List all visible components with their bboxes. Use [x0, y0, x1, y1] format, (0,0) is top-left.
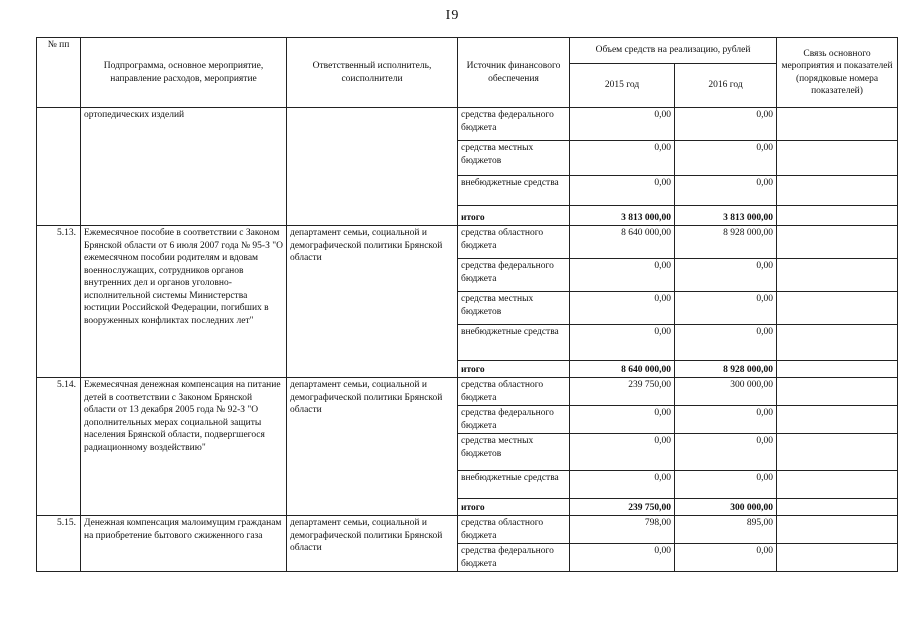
- amount-2016: 895,00: [675, 516, 777, 544]
- amount-2015: 0,00: [570, 108, 675, 141]
- funding-source: итого: [458, 361, 570, 378]
- amount-2016: 0,00: [675, 108, 777, 141]
- item-number: 5.14.: [37, 378, 81, 516]
- amount-2016: 0,00: [675, 176, 777, 206]
- indicator-link-cell: [777, 226, 898, 259]
- amount-2016: 0,00: [675, 259, 777, 292]
- header-year-2016: 2016 год: [675, 64, 777, 108]
- table-row: [37, 378, 898, 406]
- page-number: I9: [445, 8, 460, 23]
- header-volume: Объем средств на реализацию, рублей: [570, 38, 777, 64]
- header-link: Связь основного мероприятия и показателей (порядковые номера показателей): [777, 38, 898, 108]
- amount-2015: 8 640 000,00: [570, 226, 675, 259]
- indicator-link-cell: [777, 176, 898, 206]
- amount-2016: 0,00: [675, 544, 777, 572]
- item-executor: департамент семьи, социальной и демографической политики Брянской области: [287, 226, 458, 378]
- funding-source: средства федерального бюджета: [458, 259, 570, 292]
- item-name: Ежемесячная денежная компенсация на питание детей в соответствии с Законом Брянской области от 13 декабря 2005 года № 92-З "О дополнительных мерах социальной защиты населения Брянской области, подвергшегося радиационному воздействию": [81, 378, 287, 516]
- funding-source: итого: [458, 206, 570, 226]
- amount-2015: 798,00: [570, 516, 675, 544]
- funding-source: внебюджетные средства: [458, 325, 570, 361]
- funding-source: средства областного бюджета: [458, 516, 570, 544]
- item-name: ортопедических изделий: [81, 108, 287, 226]
- table-row: [37, 516, 898, 544]
- header-year-2015: 2015 год: [570, 64, 675, 108]
- item-name: Ежемесячное пособие в соответствии с Законом Брянской области от 6 июля 2007 года № 95-З "О ежемесячном пособии родителям и вдовам военнослужащих, сотрудников органов внутренних дел и органов уголовно-исполнительной системы Министерства юстиции Российской Федерации, погибших в вооруженных конфликтах последних лет": [81, 226, 287, 378]
- indicator-link-cell: [777, 108, 898, 141]
- funding-source: итого: [458, 499, 570, 516]
- funding-source: средства федерального бюджета: [458, 544, 570, 572]
- amount-2015: 8 640 000,00: [570, 361, 675, 378]
- funding-source: средства местных бюджетов: [458, 434, 570, 471]
- indicator-link-cell: [777, 471, 898, 499]
- table-header: [37, 38, 898, 108]
- indicator-link-cell: [777, 434, 898, 471]
- amount-2015: 239 750,00: [570, 378, 675, 406]
- amount-2016: 8 928 000,00: [675, 361, 777, 378]
- amount-2015: 3 813 000,00: [570, 206, 675, 226]
- funding-source: средства федерального бюджета: [458, 406, 570, 434]
- item-executor: департамент семьи, социальной и демографической политики Брянской области: [287, 516, 458, 572]
- amount-2016: 3 813 000,00: [675, 206, 777, 226]
- item-executor: департамент семьи, социальной и демографической политики Брянской области: [287, 378, 458, 516]
- amount-2015: 0,00: [570, 292, 675, 325]
- table-row: [37, 108, 898, 141]
- amount-2015: 0,00: [570, 406, 675, 434]
- header-source: Источник финансового обеспечения: [458, 38, 570, 108]
- amount-2016: 0,00: [675, 325, 777, 361]
- header-executor: Ответственный исполнитель, соисполнители: [287, 38, 458, 108]
- indicator-link-cell: [777, 406, 898, 434]
- indicator-link-cell: [777, 516, 898, 544]
- amount-2016: 0,00: [675, 434, 777, 471]
- item-name: Денежная компенсация малоимущим гражданам на приобретение бытового сжиженного газа: [81, 516, 287, 572]
- amount-2016: 0,00: [675, 406, 777, 434]
- amount-2015: 0,00: [570, 259, 675, 292]
- amount-2015: 0,00: [570, 141, 675, 176]
- header-num: № пп: [37, 38, 81, 108]
- item-executor: [287, 108, 458, 226]
- amount-2016: 300 000,00: [675, 499, 777, 516]
- amount-2016: 300 000,00: [675, 378, 777, 406]
- item-number: 5.13.: [37, 226, 81, 378]
- amount-2015: 0,00: [570, 176, 675, 206]
- amount-2016: 0,00: [675, 141, 777, 176]
- table-body: [37, 108, 898, 572]
- table-row: [37, 226, 898, 259]
- indicator-link-cell: [777, 499, 898, 516]
- funding-source: средства областного бюджета: [458, 226, 570, 259]
- indicator-link-cell: [777, 361, 898, 378]
- amount-2015: 0,00: [570, 471, 675, 499]
- indicator-link-cell: [777, 292, 898, 325]
- amount-2015: 239 750,00: [570, 499, 675, 516]
- amount-2016: 0,00: [675, 292, 777, 325]
- funding-source: средства местных бюджетов: [458, 141, 570, 176]
- indicator-link-cell: [777, 378, 898, 406]
- indicator-link-cell: [777, 206, 898, 226]
- funding-source: средства федерального бюджета: [458, 108, 570, 141]
- indicator-link-cell: [777, 325, 898, 361]
- item-number: 5.15.: [37, 516, 81, 572]
- funding-source: внебюджетные средства: [458, 471, 570, 499]
- header-name: Подпрограмма, основное мероприятие, направление расходов, мероприятие: [81, 38, 287, 108]
- funding-source: средства местных бюджетов: [458, 292, 570, 325]
- funding-source: средства областного бюджета: [458, 378, 570, 406]
- item-number: [37, 108, 81, 226]
- indicator-link-cell: [777, 141, 898, 176]
- funding-source: внебюджетные средства: [458, 176, 570, 206]
- amount-2016: 0,00: [675, 471, 777, 499]
- indicator-link-cell: [777, 259, 898, 292]
- amount-2015: 0,00: [570, 434, 675, 471]
- amount-2016: 8 928 000,00: [675, 226, 777, 259]
- amount-2015: 0,00: [570, 544, 675, 572]
- amount-2015: 0,00: [570, 325, 675, 361]
- indicator-link-cell: [777, 544, 898, 572]
- budget-table: [36, 37, 898, 572]
